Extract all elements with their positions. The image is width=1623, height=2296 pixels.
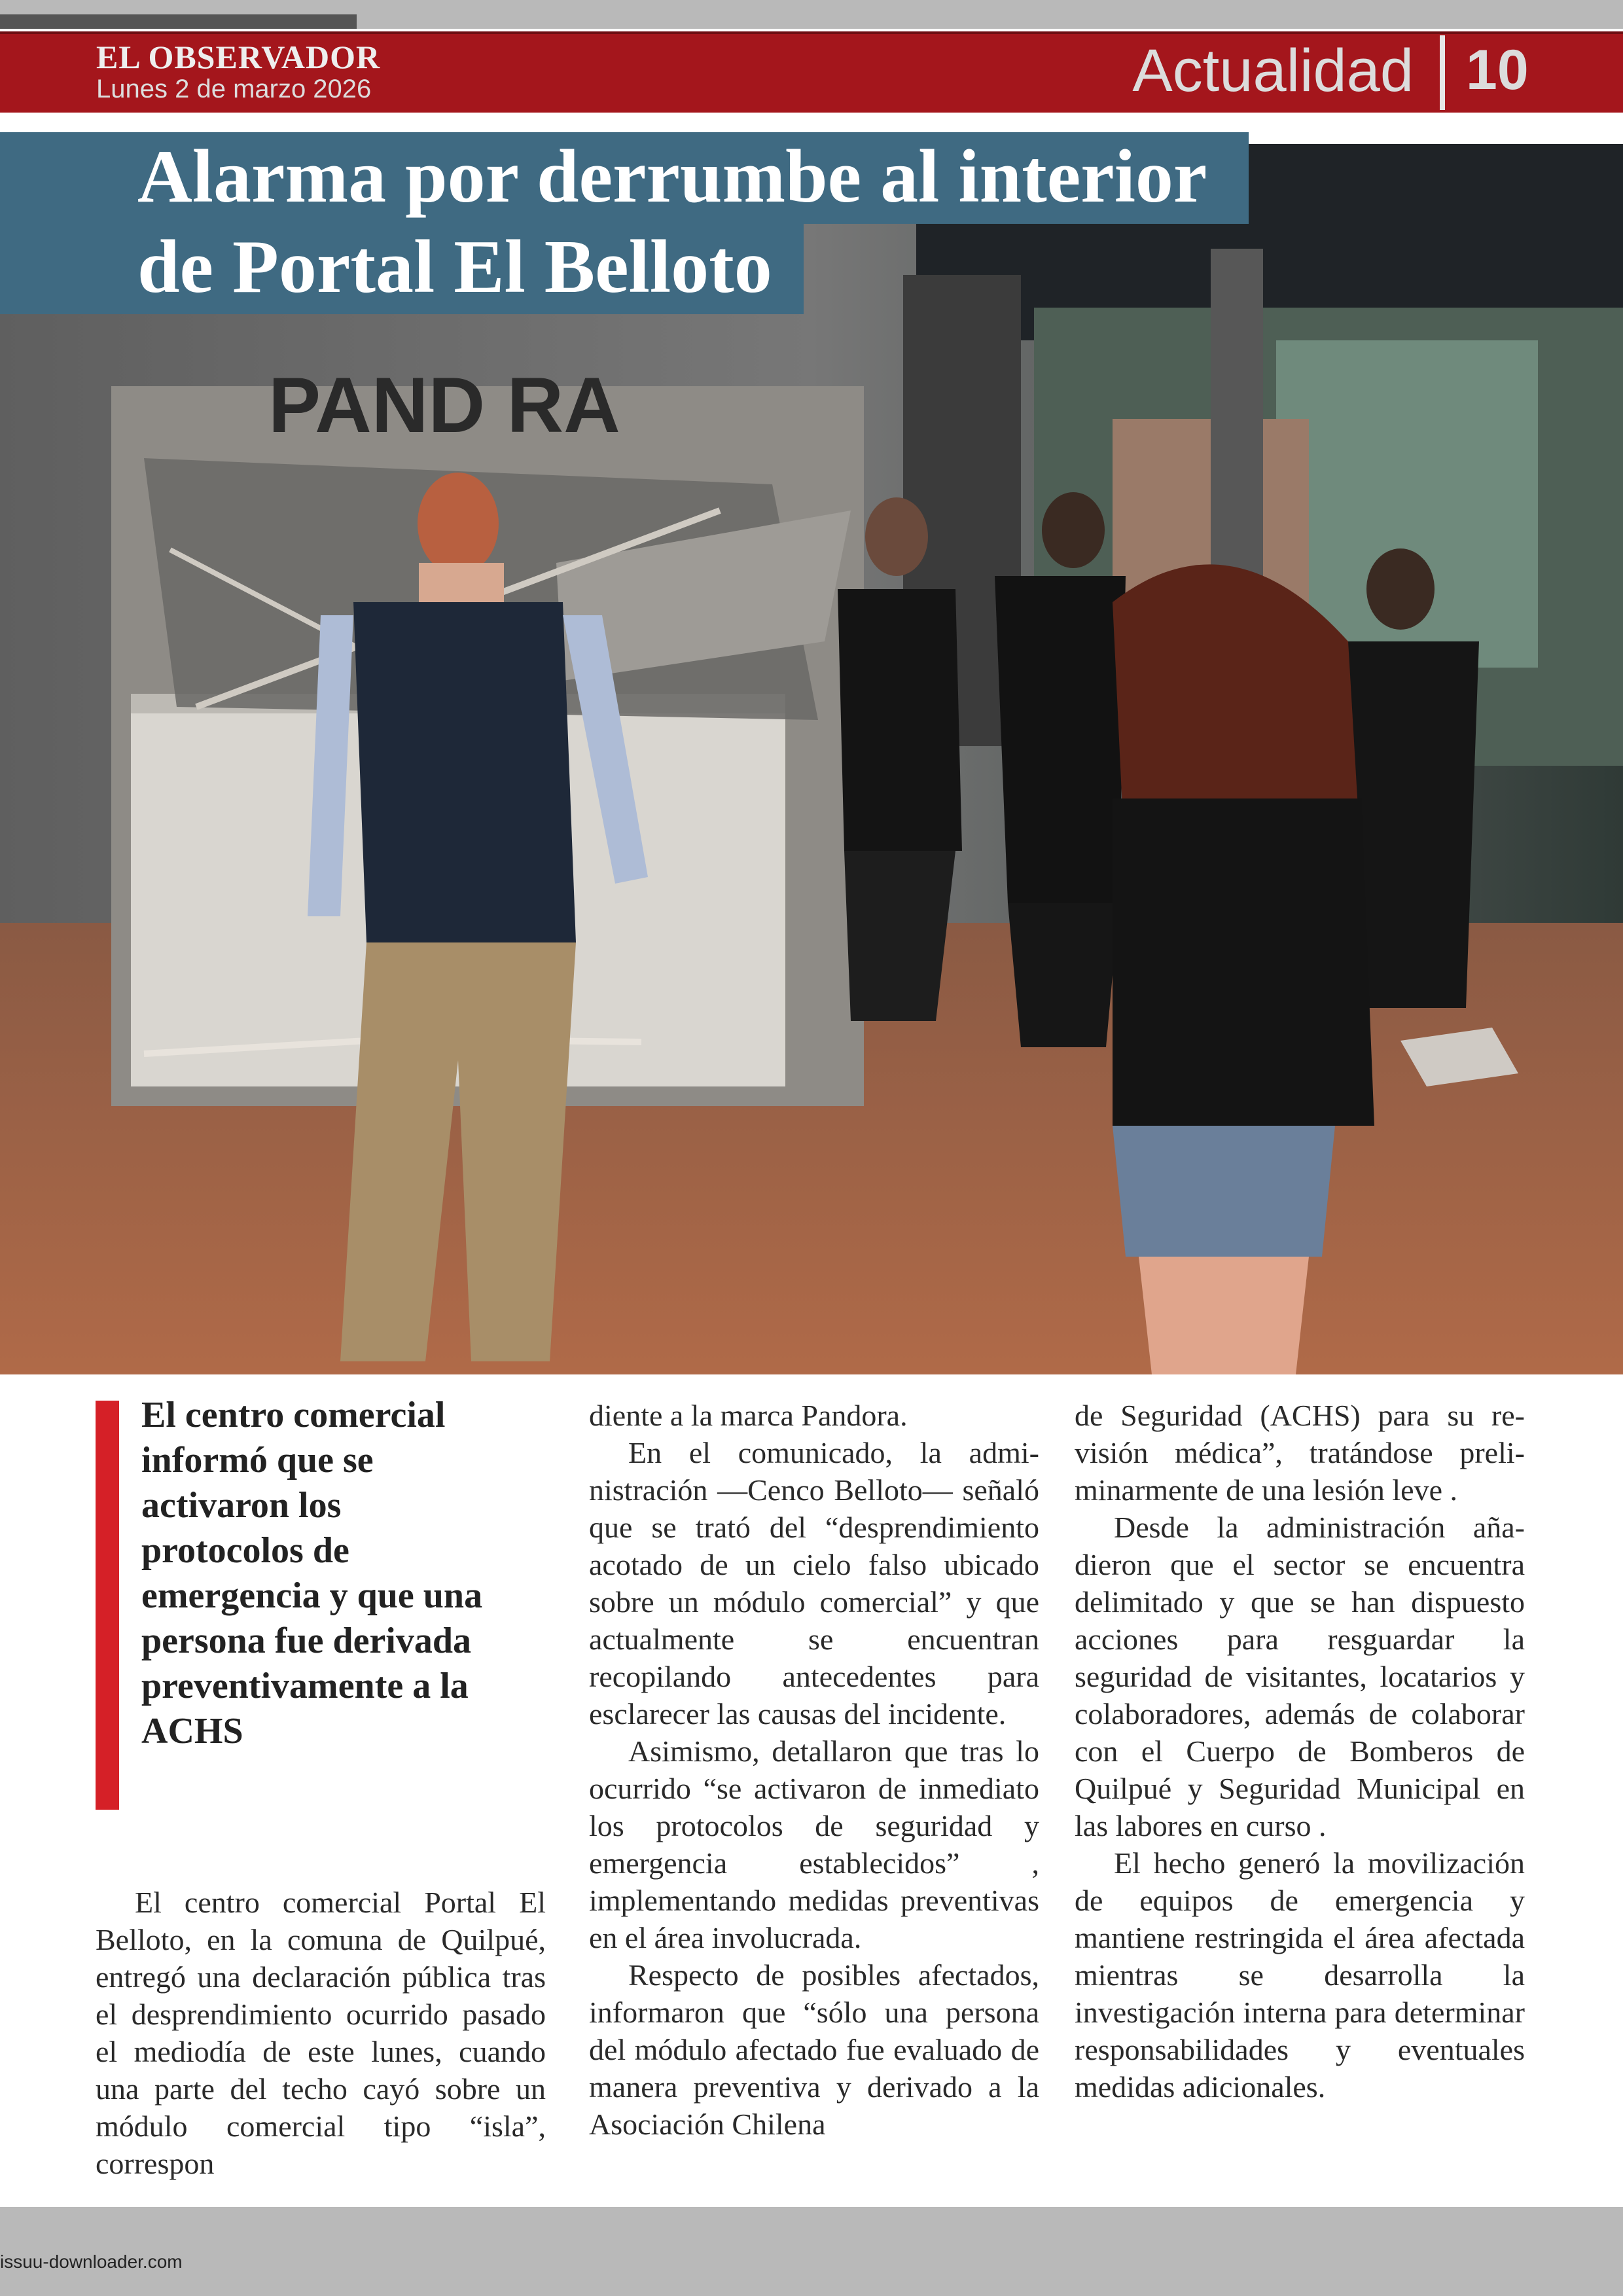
page-number: 10 (1466, 39, 1529, 101)
watermark-link[interactable]: issuu-downloader.com (0, 2251, 183, 2272)
body-paragraph: En el comunicado, la administración —Cenco Belloto— señaló que se trató del “desprendimiento acotado de un cielo falso ubicado sobre un módulo comercial” y que actualmente se encuentran recopilando antecedentes para esclarecer las causas del incidente. (589, 1436, 1039, 1731)
body-column-2 (589, 1397, 1039, 2143)
section-name: Actualidad (1132, 37, 1414, 104)
body-paragraph: diente a la marca Pandora. (589, 1399, 908, 1432)
headline-line-1: Alarma por derrumbe al interior (137, 135, 1207, 219)
issue-date: Lunes 2 de marzo 2026 (96, 75, 372, 103)
body-paragraph: Respecto de posibles afectados, informaron que “sólo una persona del módulo afectado fue evaluado de manera preventiva y derivado a la Asociación Chilena (589, 1958, 1039, 2141)
bottom-margin-bar (0, 2207, 1623, 2296)
headline-line-2: de Portal El Belloto (137, 225, 772, 309)
body-paragraph: Asimismo, detallaron que tras lo ocurrido “se activaron de inmediato los protocolos de seguridad y emergencia establecidos” , implementando medidas preventivas en el área involucrada. (589, 1734, 1039, 1954)
body-column-1 (96, 1884, 546, 2182)
header-divider (1440, 35, 1445, 110)
newspaper-name: EL OBSERVADOR (96, 39, 381, 75)
lead-accent-bar (96, 1401, 119, 1810)
body-paragraph: de Seguridad (ACHS) para su revisión médica”, tratándose preliminarmente de una lesión leve . (1075, 1399, 1525, 1507)
body-paragraph: El hecho generó la movilización de equipos de emergencia y mantiene restringida el área afectada mientras se desarrolla la investigación interna para determinar responsabilidades y eventuales medidas adicionales. (1075, 1846, 1525, 2104)
pandora-store-sign: PAND RA (268, 361, 620, 449)
body-paragraph: Desde la administración añadieron que el sector se encuentra delimitado y que se han dispuesto acciones para resguardar la seguridad de visitantes, locatarios y colaboradores, además de colaborar con el Cuerpo de Bomberos de Quilpué y Seguridad Municipal en las labores en curso . (1075, 1511, 1525, 1842)
top-progress-strip (0, 14, 357, 29)
article-photo (0, 144, 1623, 1374)
lead-paragraph: El centro comercial informó que se activaron los protocolos de emergencia y que una persona fue derivada preventivamente a la ACHS (141, 1395, 483, 1751)
body-paragraph: El centro comercial Portal El Belloto, en la comuna de Quilpué, entregó una declaración pública tras el desprendimiento ocurrido pasado el mediodía de este lunes, cuando una parte del techo cayó sobre un módulo comercial tipo “isla”, correspon (96, 1886, 546, 2180)
body-column-3 (1075, 1397, 1525, 2106)
